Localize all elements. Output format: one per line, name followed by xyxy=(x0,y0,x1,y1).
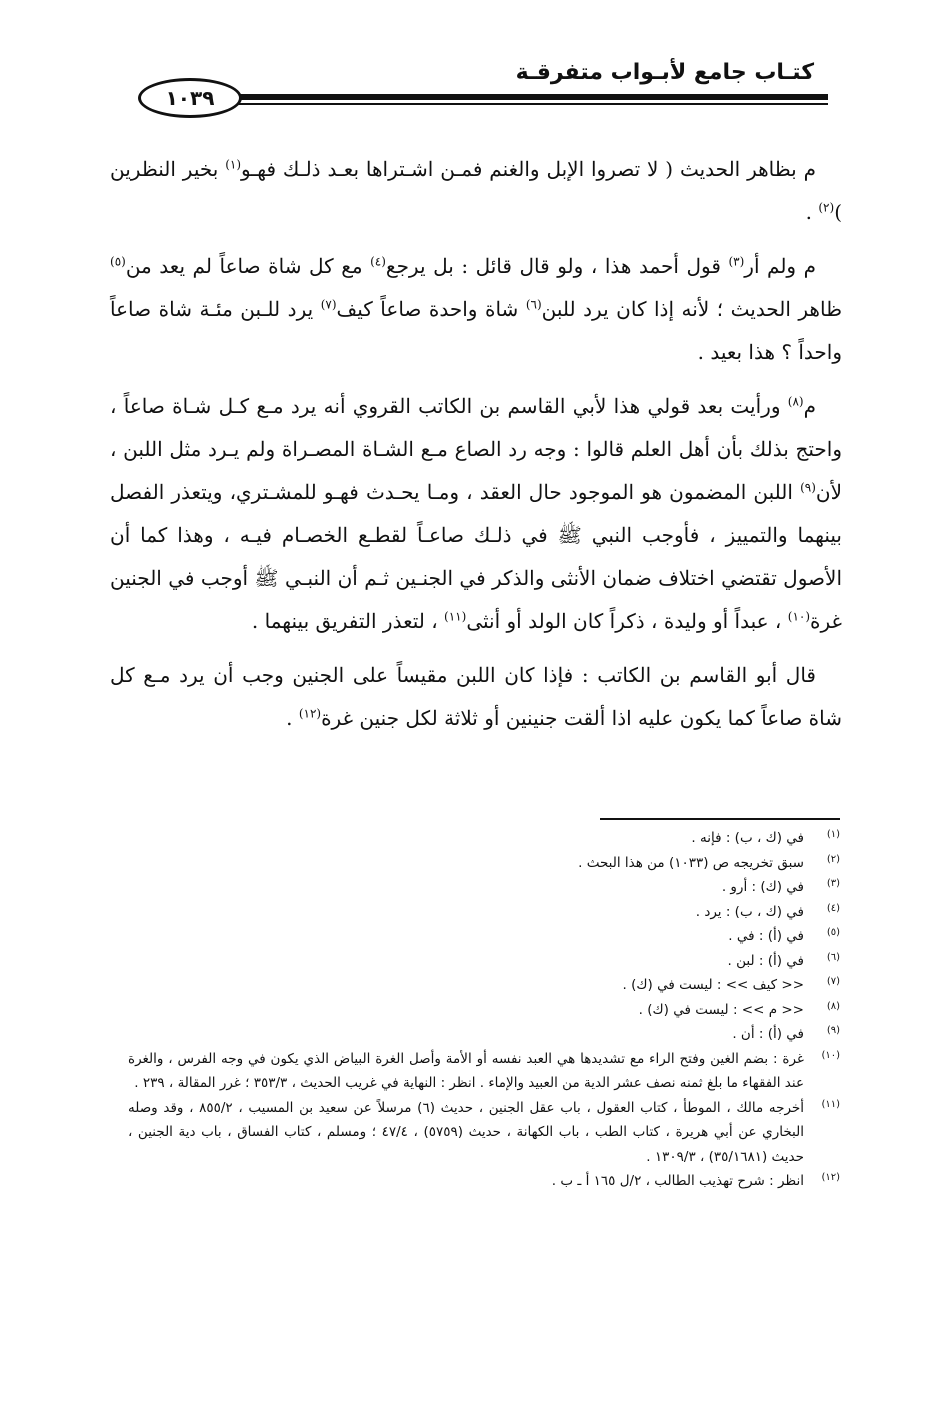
footnote-number: (٥) xyxy=(826,927,840,938)
text-run: . xyxy=(286,706,299,730)
footnote-text: سبق تخريجه ص (١٠٣٣) من هذا البحث . xyxy=(578,854,804,871)
footnote-text: في (ك ، ب) : فإنه . xyxy=(691,830,804,846)
footnote-number: (١١) xyxy=(821,1098,840,1110)
page-number-oval xyxy=(138,78,242,118)
text-run: قول أحمد هذا ، ولو قال قائل : بل يرجع xyxy=(385,254,729,278)
footnote-number: (١٠) xyxy=(821,1049,840,1061)
footnotes xyxy=(128,826,840,1194)
footnote-number: (٩) xyxy=(826,1025,840,1036)
footnote-item xyxy=(128,1022,840,1047)
footnote-text: في (أ) : لبن . xyxy=(727,952,804,969)
footnote-number: (٦) xyxy=(826,951,840,963)
footnote-marker: (٢) xyxy=(818,200,835,215)
footnote-text: في (ك) : أرو . xyxy=(721,879,804,895)
text-run: مع كل شاة صاعاً لم يعد من xyxy=(125,254,371,278)
footnote-separator xyxy=(600,818,840,820)
footnote-text: في (ك ، ب) : يرد . xyxy=(695,903,804,920)
paragraph xyxy=(110,148,842,234)
main-text xyxy=(110,148,842,751)
text-run: يرد للـبن مئـة شاة صاعاً واحداً ؟ هذا بعيد . xyxy=(110,297,842,364)
footnote-marker: (٧) xyxy=(320,297,337,312)
text-run: ، عبداً أو وليدة ، ذكراً كان الولد أو أنثى xyxy=(466,609,788,633)
footnote-item xyxy=(128,851,840,876)
footnote-text: غرة : بضم الغين وفتح الراء مع تشديدها هي العبد نفسه أو الأمة وأصل الغرة البياض الذي يكون في وجه الفرس ، والغرة عند الفقهاء ما بلغ ثمنه نصف عشر الدية من العبيد والإماء . انظر : النهاية في غريب الحديث ، ٣٥٣/٣ ؛ غرر المقالة ، ٢٣٩ . xyxy=(128,1050,804,1091)
footnote-marker: (١١) xyxy=(444,609,467,624)
footnote-item xyxy=(128,973,840,998)
footnote-text: في (أ) : أن . xyxy=(732,1026,804,1042)
running-title: كتـاب جامع لأبـواب متفرقـة xyxy=(515,60,814,85)
footnote-item xyxy=(128,900,840,925)
text-run: قال أبو القاسم بن الكاتب : فإذا كان اللبن مقيساً على الجنين وجب أن يرد مـع كل شاة صاعاً كما يكون عليه اذا ألقت جنينين أو ثلاثة لكل جنين غرة xyxy=(110,663,842,730)
footnote-item xyxy=(128,1096,840,1170)
footnote-number: (١) xyxy=(826,829,840,840)
text-run: م xyxy=(803,394,816,418)
footnote-number: (٤) xyxy=(826,902,840,914)
text-run: ظاهر الحديث ؛ لأنه إذا كان يرد للبن xyxy=(541,297,842,321)
text-run: ورأيت بعد قولي هذا لأبي القاسم بن الكاتب القروي أنه يرد مـع كـل شـاة صاعاً ، واحتج بذلك بأن أهل العلم قالوا : وجه رد الصاع مـع الشـاة المصـراة ولم يـرد مثل اللبن ، لأن xyxy=(110,394,842,504)
footnote-marker: (١) xyxy=(225,157,242,172)
footnote-marker: (٦) xyxy=(525,297,542,312)
footnote-marker: (٨) xyxy=(787,394,804,409)
footnote-number: (١٢) xyxy=(821,1172,840,1183)
footnote-number: (٧) xyxy=(826,976,840,987)
text-run: اللبن المضمون هو الموجود حال العقد ، ومـا يحـدث فهـو للمشـتري، ويتعذر الفصل بينهما والتمييز ، فأوجب النبي ﷺ في ذلـك صاعـاً لقطـع الخصـام فيـه ، وهذا كما أن الأصول تقتضي اختلاف ضمان الأنثى والذكر في الجنـين ثـم أن النبـي ﷺ أوجب في الجنين غرة xyxy=(110,480,842,633)
footnote-text: << كيف >> : ليست في (ك) . xyxy=(622,977,804,993)
footnote-number: (٨) xyxy=(826,1000,840,1012)
footnote-text: أخرجه مالك ، الموطأ ، كتاب العقول ، باب عقل الجنين ، حديث (٦) مرسلاً عن سعيد بن المسيب ، ٨٥٥/٢ ، وقد وصله البخاري عن أبي هريرة ، كتاب الطب ، باب الكهانة ، حديث (٥٧٥٩) ، ٤٧/٤ ؛ ومسلم ، كتاب الفساق ، باب دية الجنين ، حديث (٣٥/١٦٨١) ، ١٣٠٩/٣ . xyxy=(128,1099,804,1165)
footnote-text: في (أ) : في . xyxy=(728,928,804,944)
footnote-marker: (٩) xyxy=(800,480,816,495)
text-run: ، لتعذر التفريق بينهما . xyxy=(251,609,445,633)
footnote-marker: (١٢) xyxy=(298,706,322,721)
text-run: م بظاهر الحديث ( لا تصروا الإبل والغنم فمـن اشـتراها بعـد ذلـك فهـو xyxy=(241,157,816,181)
footnote-item xyxy=(128,875,840,900)
header-rule-thin xyxy=(216,103,828,105)
paragraph xyxy=(110,654,842,740)
footnote-item xyxy=(128,1047,840,1096)
paragraph xyxy=(110,385,842,643)
footnote-item xyxy=(128,924,840,949)
footnote-marker: (٥) xyxy=(110,254,126,269)
footnote-item xyxy=(128,826,840,851)
footnote-item xyxy=(128,949,840,974)
footnote-marker: (٤) xyxy=(370,254,386,269)
footnote-number: (٢) xyxy=(826,853,840,865)
footnote-marker: (٣) xyxy=(728,254,745,269)
page-number: ١٠٣٩ xyxy=(165,86,215,110)
footnote-number: (٣) xyxy=(826,878,840,889)
paragraph xyxy=(110,245,842,374)
header-rule-thick xyxy=(216,94,828,100)
footnote-item xyxy=(128,998,840,1023)
footnote-text: انظر : شرح تهذيب الطالب ، ٢/ل ١٦٥ أ ـ ب . xyxy=(551,1173,804,1189)
text-run: م ولم أر xyxy=(744,254,817,278)
page-header xyxy=(128,50,828,120)
footnote-item xyxy=(128,1169,840,1194)
text-run: . xyxy=(805,200,819,224)
footnote-marker: (١٠) xyxy=(787,609,811,624)
text-run: شاة واحدة صاعاً كيف xyxy=(336,297,526,321)
text-run: بخير النظرين ) xyxy=(110,157,842,224)
footnote-text: << م >> : ليست في (ك) . xyxy=(638,1001,804,1018)
